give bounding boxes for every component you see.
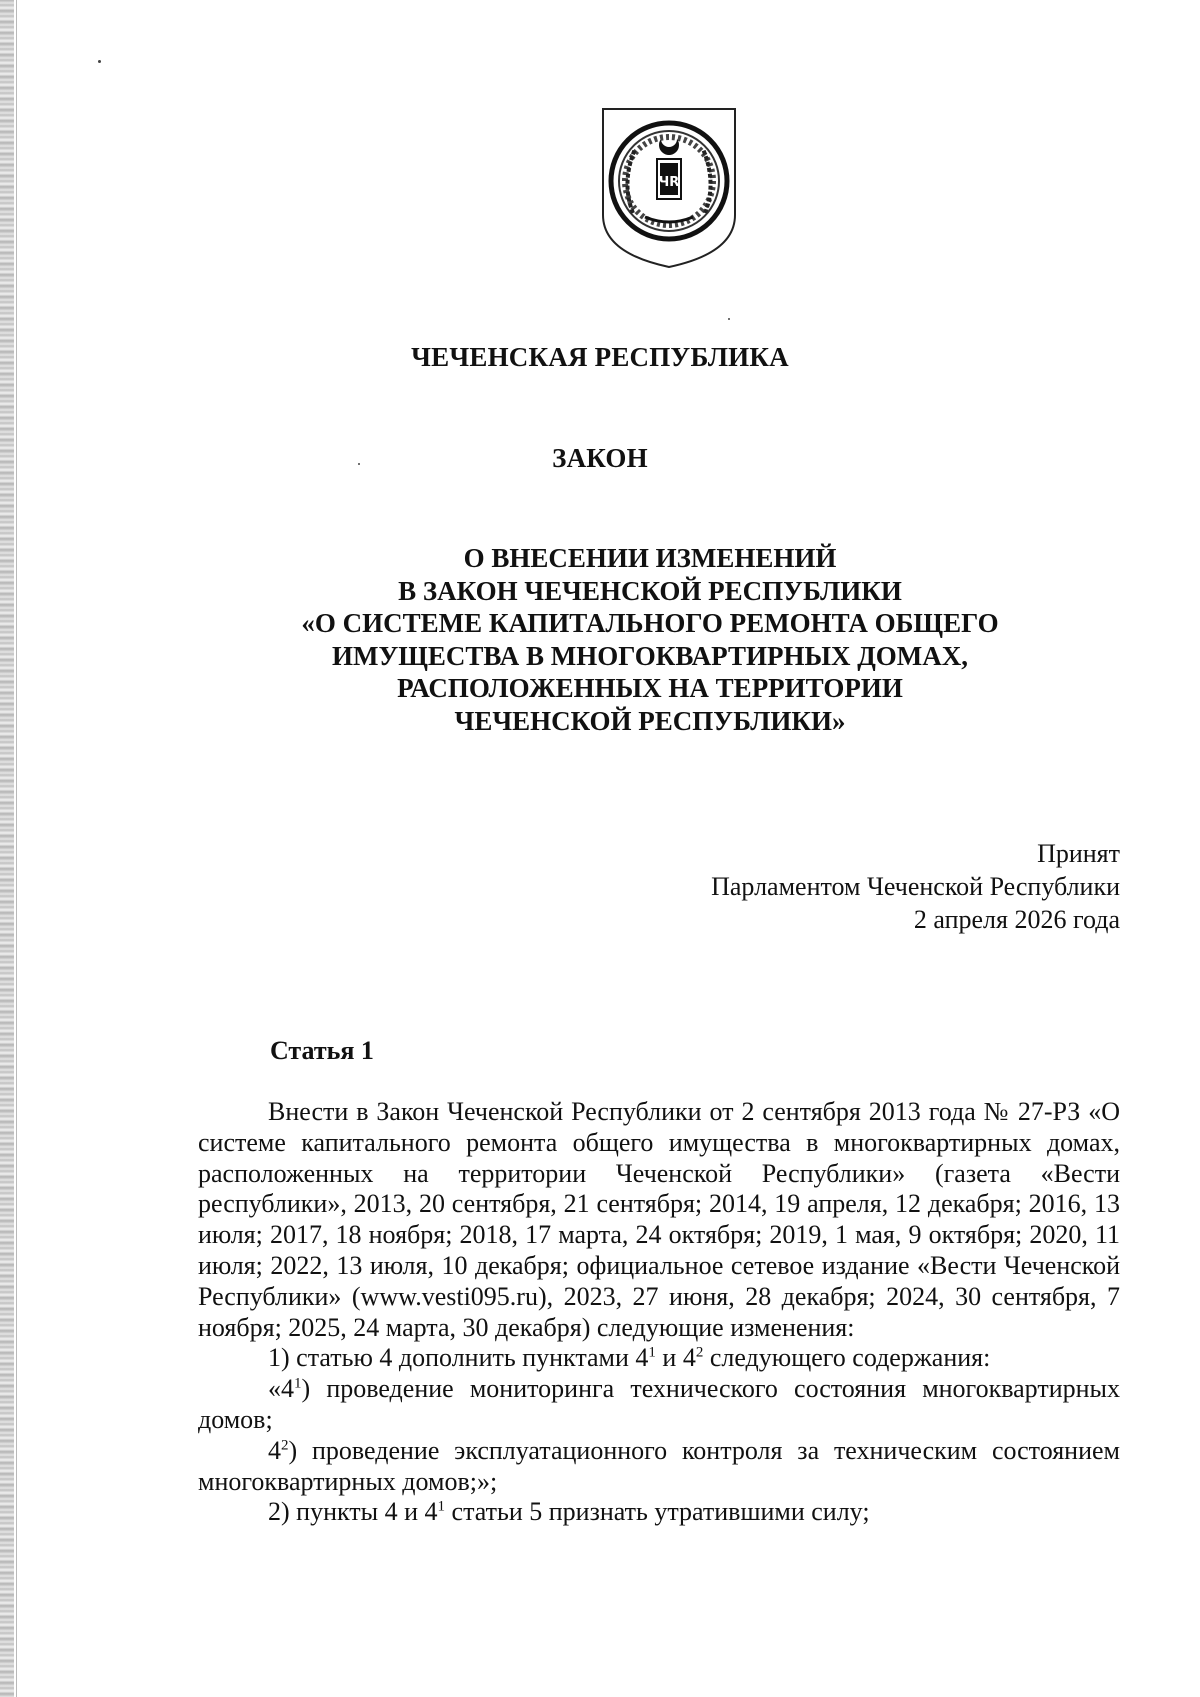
law-title-line: ИМУЩЕСТВА В МНОГОКВАРТИРНЫХ ДОМАХ, bbox=[331, 640, 969, 671]
scan-speck bbox=[98, 60, 101, 63]
amendment-item-1-sub-2: $4^2$) проведение эксплуатационного контроля за техническим состоянием многоквартирных домов;»; bbox=[198, 1435, 1120, 1496]
law-title-line: О ВНЕСЕНИИ ИЗМЕНЕНИЙ bbox=[463, 543, 837, 573]
scan-speck bbox=[728, 318, 730, 320]
law-heading: ЗАКОН bbox=[552, 443, 648, 473]
amendment-item-1-sub-1: «$4^1$) проведение мониторинга технического состояния многоквартирных домов; bbox=[198, 1374, 1120, 1434]
adoption-line: Парламентом Чеченской Республики bbox=[711, 872, 1120, 901]
coat-of-arms-emblem-icon bbox=[599, 103, 739, 271]
article-heading: Статья 1 bbox=[270, 1036, 374, 1065]
adoption-line: Принят bbox=[1037, 839, 1120, 868]
law-title-line: «О СИСТЕМЕ КАПИТАЛЬНОГО РЕМОНТА ОБЩЕГО bbox=[301, 608, 999, 638]
amendment-item-1: 1) статью 4 дополнить пунктами $4^1$ и $4^2$ следующего содержания: bbox=[268, 1343, 991, 1373]
article-body bbox=[198, 1097, 1120, 1528]
law-title-line: ЧЕЧЕНСКОЙ РЕСПУБЛИКИ» bbox=[454, 705, 846, 736]
scan-edge-line bbox=[16, 0, 17, 1697]
law-title-line: РАСПОЛОЖЕННЫХ НА ТЕРРИТОРИИ bbox=[397, 673, 903, 703]
article-intro-paragraph: Внести в Закон Чеченской Республики от 2 сентября 2013 года № 27-РЗ «О системе капитального ремонта общего имущества в многоквартирных домах, расположенных на территории Чеченской Республики» (газета «Вести республики», 2013, 20 сентября, 21 сентября; 2014, 19 апреля, 12 декабря; 2016, 13 июля; 2017, 18 ноября; 2018, 17 марта, 24 октября; 2019, 1 мая, 9 октября; 2020, 11 июля; 2022, 13 июля, 10 декабря; официальное сетевое издание «Вести Чеченской Республики» (www.vesti095.ru), 2023, 27 июня, 28 декабря; 2024, 30 сентября, 7 ноября; 2025, 24 марта, 30 декабря) следующие изменения: bbox=[198, 1097, 1120, 1342]
scan-binding-edge bbox=[0, 0, 14, 1697]
svg-text:ЧR: ЧR bbox=[658, 175, 680, 190]
adoption-block bbox=[711, 837, 1120, 936]
law-title-line: В ЗАКОН ЧЕЧЕНСКОЙ РЕСПУБЛИКИ bbox=[398, 575, 902, 606]
law-title bbox=[300, 542, 1000, 737]
adoption-date: 2 апреля 2026 года bbox=[913, 905, 1120, 934]
republic-heading: ЧЕЧЕНСКАЯ РЕСПУБЛИКА bbox=[411, 342, 789, 372]
amendment-item-2: 2) пункты 4 и $4^1$ статьи 5 признать утратившими силу; bbox=[268, 1497, 870, 1527]
